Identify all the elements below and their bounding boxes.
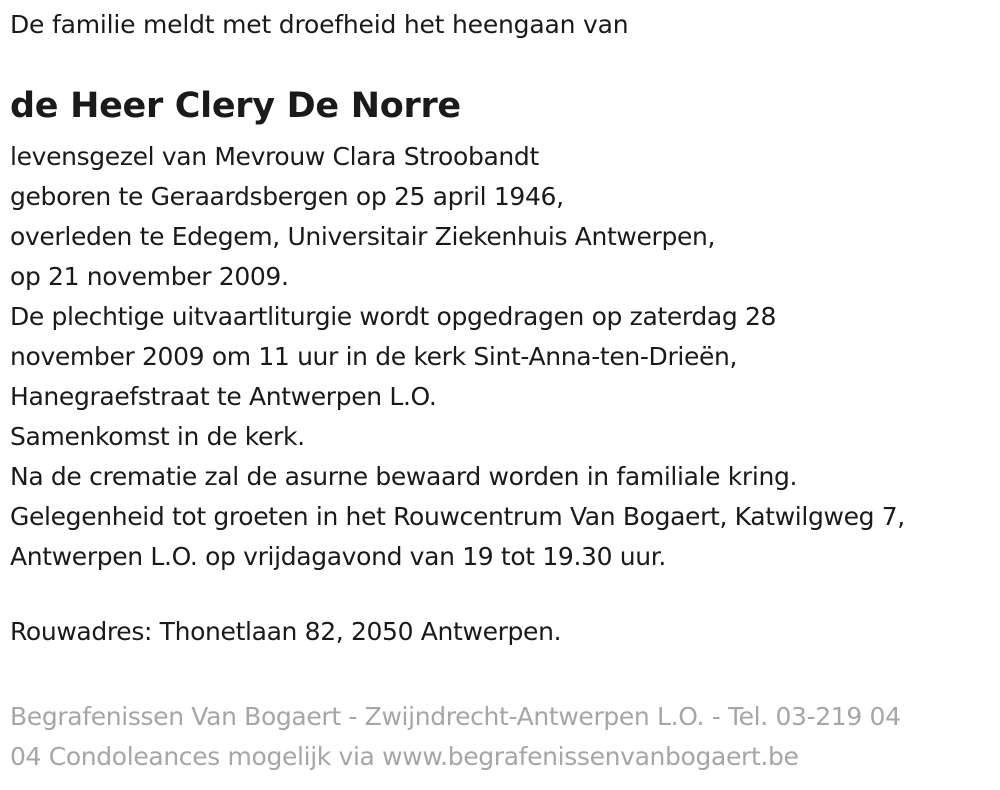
body-line-gathering: Samenkomst in de kerk.: [10, 422, 305, 451]
notice-body: [10, 137, 905, 577]
body-line-partner: levensgezel van Mevrouw Clara Stroobandt: [10, 142, 539, 171]
intro-text: De familie meldt met droefheid het heengaan van: [10, 10, 629, 39]
body-line-church-address: Hanegraefstraat te Antwerpen L.O.: [10, 382, 437, 411]
body-line-death-date: op 21 november 2009.: [10, 262, 289, 291]
funeral-home-footer: [10, 697, 901, 777]
body-line-visitation: Gelegenheid tot groeten in het Rouwcentrum Van Bogaert, Katwilgweg 7,: [10, 502, 905, 531]
body-line-birth: geboren te Geraardsbergen op 25 april 1946,: [10, 182, 564, 211]
body-line-visitation-time: Antwerpen L.O. op vrijdagavond van 19 tot 19.30 uur.: [10, 542, 666, 571]
deceased-name: de Heer Clery De Norre: [10, 86, 461, 126]
body-line-liturgy: De plechtige uitvaartliturgie wordt opgedragen op zaterdag 28: [10, 302, 777, 331]
footer-line-condolences: 04 Condoleances mogelijk via www.begrafenissenvanbogaert.be: [10, 742, 799, 771]
body-line-liturgy-time: november 2009 om 11 uur in de kerk Sint-Anna-ten-Drieën,: [10, 342, 738, 371]
footer-line-contact: Begrafenissen Van Bogaert - Zwijndrecht-Antwerpen L.O. - Tel. 03-219 04: [10, 702, 901, 731]
mourning-address: Rouwadres: Thonetlaan 82, 2050 Antwerpen.: [10, 617, 562, 646]
body-line-cremation: Na de crematie zal de asurne bewaard worden in familiale kring.: [10, 462, 798, 491]
body-line-death-place: overleden te Edegem, Universitair Ziekenhuis Antwerpen,: [10, 222, 716, 251]
